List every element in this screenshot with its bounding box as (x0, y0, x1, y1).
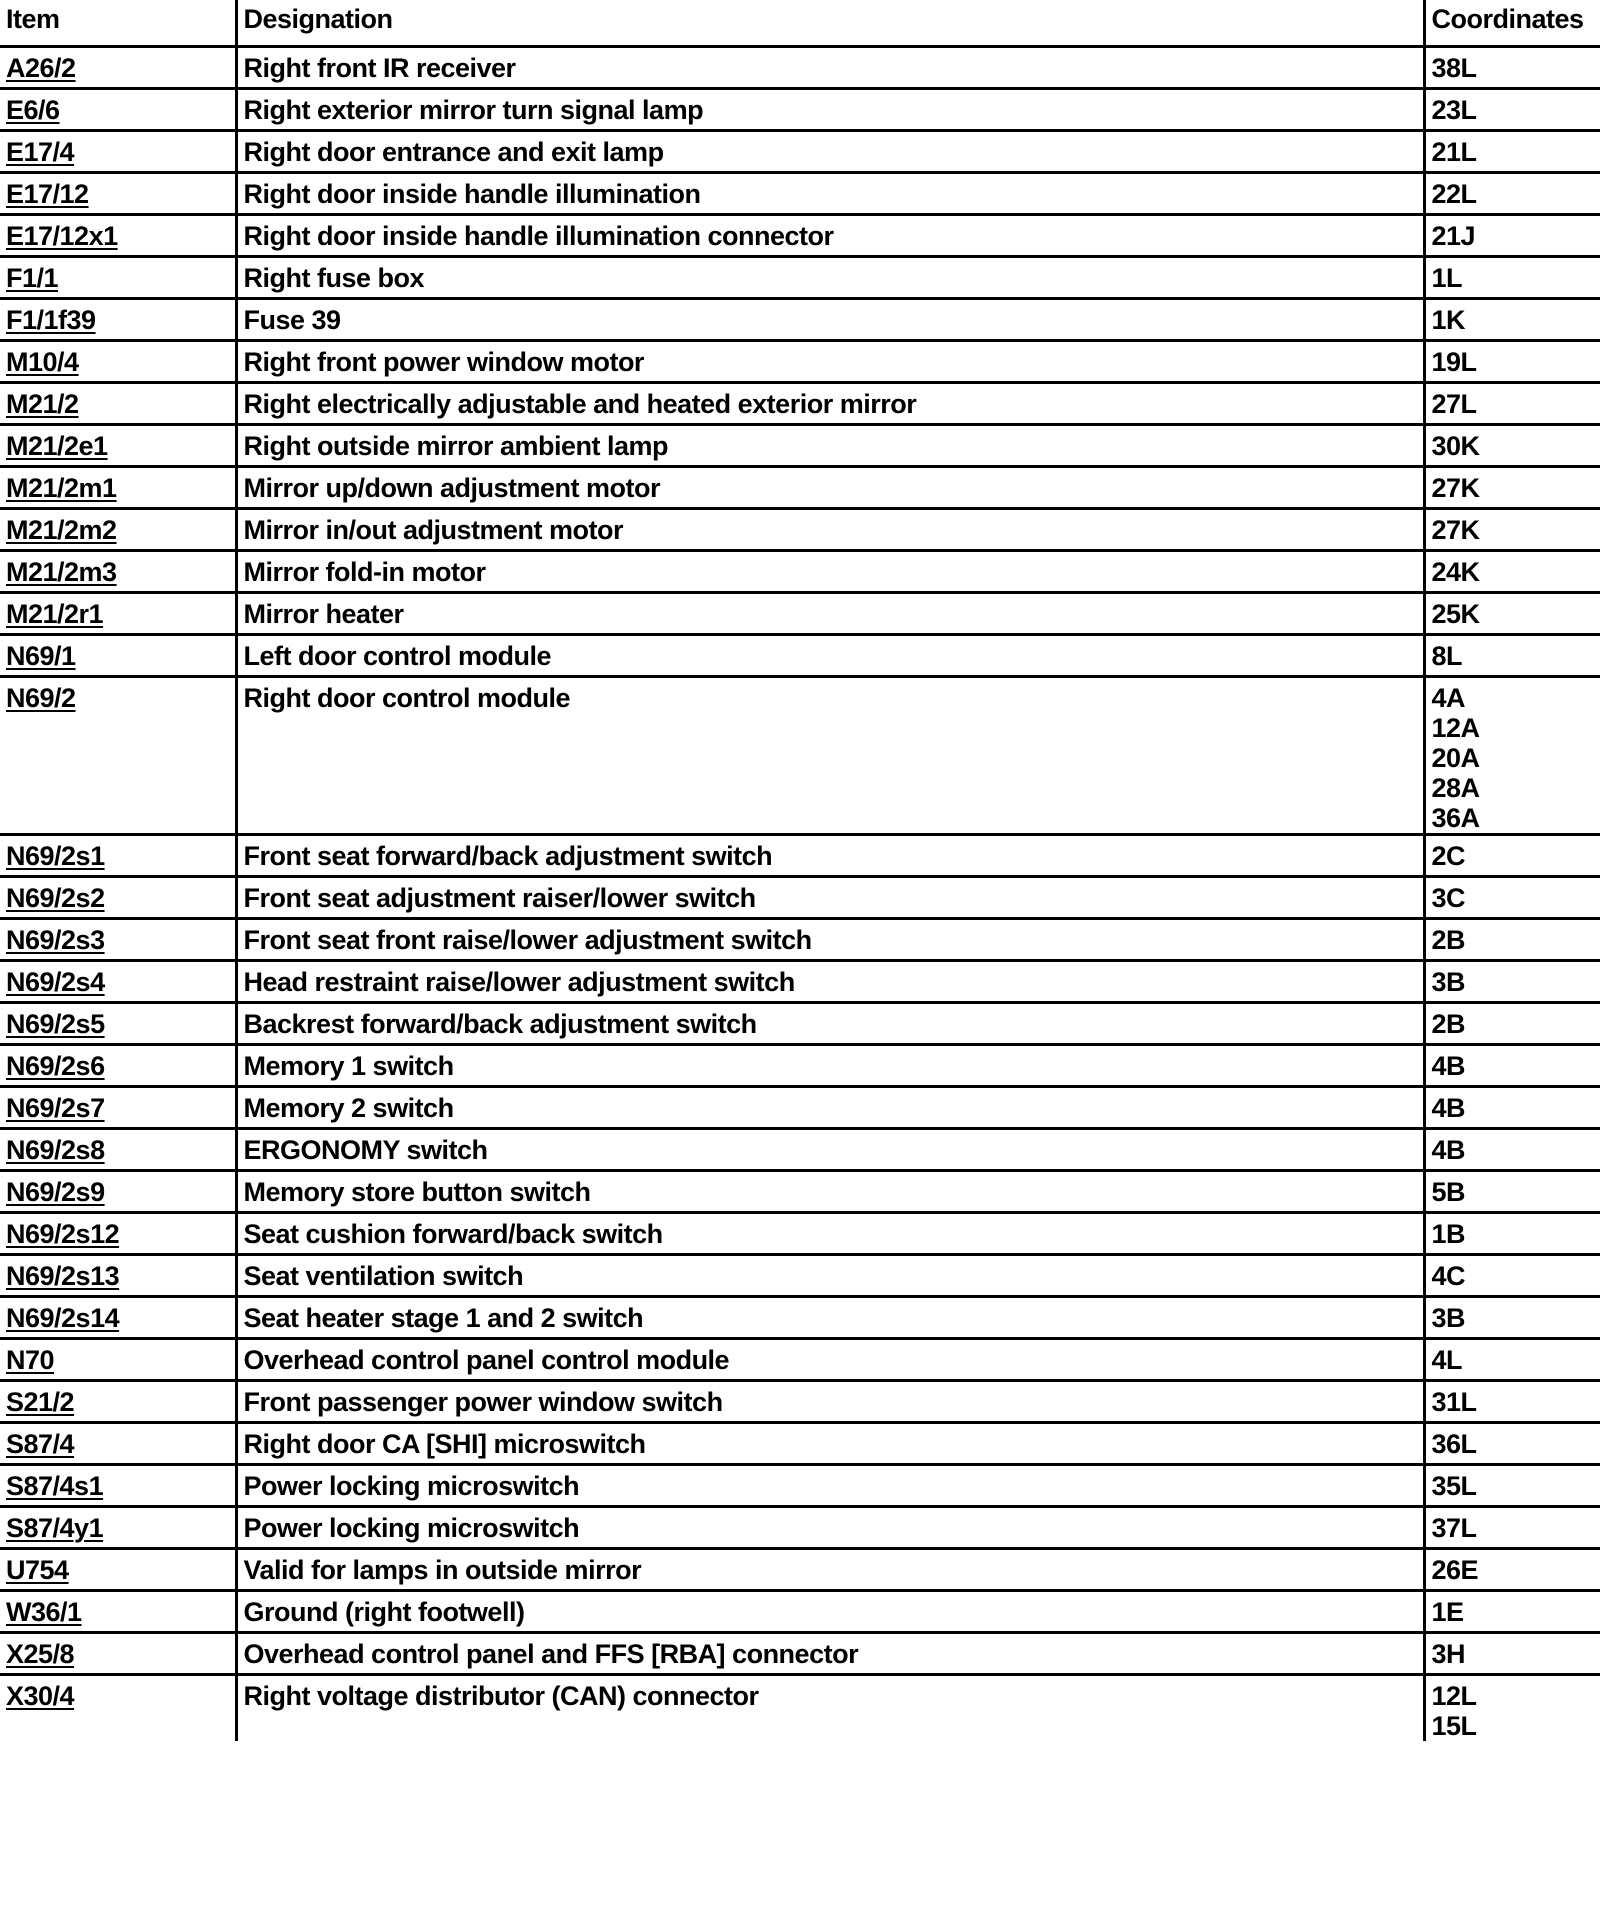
item-cell (0, 256, 236, 298)
designation-cell: Backrest forward/back adjustment switch (236, 1002, 1424, 1044)
item-cell (0, 1338, 236, 1380)
coordinates-cell (1424, 1086, 1600, 1128)
item-link[interactable]: S87/4s1 (6, 1470, 104, 1501)
designation-cell: Valid for lamps in outside mirror (236, 1548, 1424, 1590)
designation-cell: Right door CA [SHI] microswitch (236, 1422, 1424, 1464)
item-link[interactable]: N69/2s3 (6, 924, 105, 955)
item-cell (0, 960, 236, 1002)
table-row (0, 424, 1600, 466)
coordinates-cell (1424, 298, 1600, 340)
coordinate-value: 31L (1431, 1386, 1477, 1417)
table-row (0, 214, 1600, 256)
item-cell (0, 834, 236, 876)
coordinate-value: 27K (1431, 472, 1480, 503)
coordinate-value: 23L (1431, 94, 1477, 125)
designation-cell: Overhead control panel control module (236, 1338, 1424, 1380)
item-cell (0, 1086, 236, 1128)
item-link[interactable]: F1/1f39 (6, 304, 96, 335)
coordinates-cell (1424, 214, 1600, 256)
coordinates-cell (1424, 1170, 1600, 1212)
coordinate-value: 21L (1431, 136, 1477, 167)
coordinate-value: 4B (1431, 1050, 1466, 1081)
item-cell (0, 1170, 236, 1212)
designation-cell: Right door inside handle illumination (236, 172, 1424, 214)
coordinate-value: 4B (1431, 1092, 1466, 1123)
coordinates-cell (1424, 834, 1600, 876)
coordinate-value: 28A (1431, 772, 1480, 803)
item-cell (0, 1044, 236, 1086)
item-cell (0, 1296, 236, 1338)
table-row (0, 340, 1600, 382)
table-row (0, 1128, 1600, 1170)
designation-cell: Mirror up/down adjustment motor (236, 466, 1424, 508)
item-link[interactable]: W36/1 (6, 1596, 82, 1627)
item-cell (0, 1674, 236, 1741)
item-cell (0, 46, 236, 88)
coordinates-cell (1424, 1044, 1600, 1086)
coordinate-value: 37L (1431, 1512, 1477, 1543)
designation-cell: Right electrically adjustable and heated exterior mirror (236, 382, 1424, 424)
item-link[interactable]: E17/12x1 (6, 220, 118, 251)
coordinates-cell (1424, 1338, 1600, 1380)
table-row (0, 1590, 1600, 1632)
coordinate-value: 2B (1431, 1008, 1466, 1039)
designation-cell: Ground (right footwell) (236, 1590, 1424, 1632)
table-row (0, 130, 1600, 172)
table-row (0, 1002, 1600, 1044)
table-row (0, 676, 1600, 834)
designation-cell: Front seat adjustment raiser/lower switch (236, 876, 1424, 918)
table-row (0, 592, 1600, 634)
item-cell (0, 298, 236, 340)
coordinates-cell (1424, 88, 1600, 130)
coordinates-cell (1424, 1212, 1600, 1254)
table-row (0, 1380, 1600, 1422)
header-designation: Designation (236, 0, 1424, 46)
designation-cell: Right fuse box (236, 256, 1424, 298)
table-body (0, 46, 1600, 1741)
coordinate-value: 24K (1431, 556, 1480, 587)
item-link[interactable]: E6/6 (6, 94, 60, 125)
coordinates-cell (1424, 1380, 1600, 1422)
item-link[interactable]: N69/2s1 (6, 840, 105, 871)
designation-cell: Memory 2 switch (236, 1086, 1424, 1128)
item-cell (0, 172, 236, 214)
item-link[interactable]: F1/1 (6, 262, 59, 293)
item-cell (0, 508, 236, 550)
coordinate-value: 3H (1431, 1638, 1466, 1669)
item-link[interactable]: M10/4 (6, 346, 79, 377)
designation-cell: Mirror fold-in motor (236, 550, 1424, 592)
table-row (0, 46, 1600, 88)
item-cell (0, 466, 236, 508)
coordinate-value: 1B (1431, 1218, 1466, 1249)
item-cell (0, 676, 236, 834)
item-link[interactable]: S87/4 (6, 1428, 75, 1459)
coordinates-cell (1424, 466, 1600, 508)
item-cell (0, 876, 236, 918)
item-link[interactable]: N69/2s6 (6, 1050, 105, 1081)
coordinate-value: 3B (1431, 966, 1466, 997)
coordinates-cell (1424, 46, 1600, 88)
coordinate-value: 3C (1431, 882, 1466, 913)
designation-cell: Fuse 39 (236, 298, 1424, 340)
table-row (0, 550, 1600, 592)
designation-cell: Power locking microswitch (236, 1506, 1424, 1548)
item-link[interactable]: N69/2s2 (6, 882, 105, 913)
item-link[interactable]: S87/4y1 (6, 1512, 104, 1543)
coordinate-value: 20A (1431, 742, 1480, 773)
coordinate-value: 1L (1431, 262, 1463, 293)
coordinates-cell (1424, 876, 1600, 918)
coordinate-value: 36A (1431, 802, 1480, 833)
item-cell (0, 88, 236, 130)
table-row (0, 1632, 1600, 1674)
item-cell (0, 130, 236, 172)
coordinate-value: 30K (1431, 430, 1480, 461)
item-link[interactable]: M21/2m2 (6, 514, 117, 545)
coordinate-value: 15L (1431, 1710, 1477, 1741)
designation-cell: Right exterior mirror turn signal lamp (236, 88, 1424, 130)
item-cell (0, 592, 236, 634)
designation-cell: ERGONOMY switch (236, 1128, 1424, 1170)
coordinates-cell (1424, 1590, 1600, 1632)
item-link[interactable]: N69/2s4 (6, 966, 105, 997)
coordinate-value: 2B (1431, 924, 1466, 955)
item-link[interactable]: N69/2s8 (6, 1134, 105, 1165)
coordinates-cell (1424, 1548, 1600, 1590)
coordinates-cell (1424, 130, 1600, 172)
designation-cell: Front seat forward/back adjustment switch (236, 834, 1424, 876)
coordinates-cell (1424, 424, 1600, 466)
item-link[interactable]: N69/2s5 (6, 1008, 105, 1039)
item-link[interactable]: N69/2s9 (6, 1176, 105, 1207)
table-row (0, 1254, 1600, 1296)
item-cell (0, 550, 236, 592)
designation-cell: Right front IR receiver (236, 46, 1424, 88)
item-link[interactable]: N69/2s14 (6, 1302, 120, 1333)
item-cell (0, 1422, 236, 1464)
table-row (0, 1044, 1600, 1086)
coordinate-value: 21J (1431, 220, 1476, 251)
item-cell (0, 1590, 236, 1632)
coordinate-value: 3B (1431, 1302, 1466, 1333)
designation-cell: Seat cushion forward/back switch (236, 1212, 1424, 1254)
header-item: Item (0, 0, 236, 46)
designation-cell: Right outside mirror ambient lamp (236, 424, 1424, 466)
table-row (0, 508, 1600, 550)
item-link[interactable]: S21/2 (6, 1386, 75, 1417)
table-row (0, 1422, 1600, 1464)
coordinates-cell (1424, 1506, 1600, 1548)
coordinate-value: 4B (1431, 1134, 1466, 1165)
item-link[interactable]: N69/2 (6, 682, 76, 713)
item-cell (0, 918, 236, 960)
table-row (0, 960, 1600, 1002)
coordinate-value: 22L (1431, 178, 1477, 209)
coordinates-cell (1424, 1128, 1600, 1170)
item-cell (0, 1548, 236, 1590)
item-link[interactable]: M21/2 (6, 388, 79, 419)
item-link[interactable]: M21/2m3 (6, 556, 117, 587)
designation-cell: Left door control module (236, 634, 1424, 676)
coordinates-cell (1424, 676, 1600, 834)
designation-cell: Right door inside handle illumination connector (236, 214, 1424, 256)
coordinates-cell (1424, 1674, 1600, 1741)
coordinates-cell (1424, 508, 1600, 550)
designation-cell: Memory store button switch (236, 1170, 1424, 1212)
coordinate-value: 5B (1431, 1176, 1466, 1207)
table-row (0, 1464, 1600, 1506)
item-link[interactable]: M21/2m1 (6, 472, 117, 503)
table-row (0, 466, 1600, 508)
item-link[interactable]: N69/2s7 (6, 1092, 105, 1123)
coordinates-cell (1424, 1632, 1600, 1674)
item-cell (0, 1632, 236, 1674)
coordinates-cell (1424, 340, 1600, 382)
table-row (0, 1338, 1600, 1380)
coordinate-value: 4L (1431, 1344, 1463, 1375)
coordinate-value: 36L (1431, 1428, 1477, 1459)
designation-cell: Overhead control panel and FFS [RBA] connector (236, 1632, 1424, 1674)
coordinate-value: 2C (1431, 840, 1466, 871)
table-row (0, 382, 1600, 424)
coordinate-value: 8L (1431, 640, 1463, 671)
coordinates-cell (1424, 592, 1600, 634)
table-row (0, 256, 1600, 298)
item-link[interactable]: E17/12 (6, 178, 89, 209)
header-coordinates: Coordinates (1424, 0, 1600, 46)
designation-cell: Right front power window motor (236, 340, 1424, 382)
coordinates-cell (1424, 960, 1600, 1002)
item-link[interactable]: N69/2s13 (6, 1260, 120, 1291)
coordinates-cell (1424, 172, 1600, 214)
item-cell (0, 214, 236, 256)
item-link[interactable]: N70 (6, 1344, 55, 1375)
coordinate-value: 4A (1431, 682, 1466, 713)
designation-cell: Head restraint raise/lower adjustment switch (236, 960, 1424, 1002)
item-cell (0, 1254, 236, 1296)
coordinates-cell (1424, 1296, 1600, 1338)
designation-cell: Front passenger power window switch (236, 1380, 1424, 1422)
table-row (0, 1506, 1600, 1548)
table-row (0, 1674, 1600, 1741)
designation-cell: Power locking microswitch (236, 1464, 1424, 1506)
item-cell (0, 1002, 236, 1044)
table-header-row (0, 0, 1600, 46)
table-row (0, 172, 1600, 214)
table-row (0, 1086, 1600, 1128)
designation-cell: Seat ventilation switch (236, 1254, 1424, 1296)
item-cell (0, 1212, 236, 1254)
table-row (0, 1170, 1600, 1212)
table-row (0, 1548, 1600, 1590)
coordinates-cell (1424, 1464, 1600, 1506)
designation-cell: Seat heater stage 1 and 2 switch (236, 1296, 1424, 1338)
coordinates-cell (1424, 918, 1600, 960)
designation-cell: Mirror heater (236, 592, 1424, 634)
coordinates-cell (1424, 256, 1600, 298)
coordinates-cell (1424, 1002, 1600, 1044)
item-cell (0, 1380, 236, 1422)
coordinates-cell (1424, 1254, 1600, 1296)
coordinate-value: 27K (1431, 514, 1480, 545)
table-row (0, 834, 1600, 876)
coordinate-value: 19L (1431, 346, 1477, 377)
item-cell (0, 1464, 236, 1506)
coordinates-cell (1424, 634, 1600, 676)
designation-cell: Right door entrance and exit lamp (236, 130, 1424, 172)
item-cell (0, 340, 236, 382)
table-row (0, 1296, 1600, 1338)
designation-cell: Memory 1 switch (236, 1044, 1424, 1086)
designation-cell: Front seat front raise/lower adjustment switch (236, 918, 1424, 960)
designation-cell: Right door control module (236, 676, 1424, 834)
item-link[interactable]: N69/1 (6, 640, 76, 671)
item-cell (0, 382, 236, 424)
item-link[interactable]: A26/2 (6, 52, 76, 83)
item-link[interactable]: E17/4 (6, 136, 75, 167)
coordinate-value: 27L (1431, 388, 1477, 419)
coordinate-value: 25K (1431, 598, 1480, 629)
table-row (0, 298, 1600, 340)
table-row (0, 88, 1600, 130)
coordinate-value: 1E (1431, 1596, 1464, 1627)
item-cell (0, 1506, 236, 1548)
item-cell (0, 424, 236, 466)
coordinate-value: 1K (1431, 304, 1466, 335)
table-row (0, 1212, 1600, 1254)
item-cell (0, 634, 236, 676)
coordinate-value: 26E (1431, 1554, 1479, 1585)
item-cell (0, 1128, 236, 1170)
item-link[interactable]: X30/4 (6, 1680, 75, 1711)
designation-cell: Right voltage distributor (CAN) connector (236, 1674, 1424, 1741)
coordinates-cell (1424, 382, 1600, 424)
table-row (0, 634, 1600, 676)
coordinates-cell (1424, 550, 1600, 592)
coordinate-value: 35L (1431, 1470, 1477, 1501)
item-link[interactable]: M21/2e1 (6, 430, 108, 461)
item-link[interactable]: U754 (6, 1554, 69, 1585)
coordinate-value: 12L (1431, 1680, 1477, 1711)
item-link[interactable]: M21/2r1 (6, 598, 104, 629)
coordinate-value: 4C (1431, 1260, 1466, 1291)
table-row (0, 918, 1600, 960)
item-link[interactable]: N69/2s12 (6, 1218, 120, 1249)
table-row (0, 876, 1600, 918)
coordinate-value: 38L (1431, 52, 1477, 83)
coordinates-cell (1424, 1422, 1600, 1464)
coordinate-value: 12A (1431, 712, 1480, 743)
designation-cell: Mirror in/out adjustment motor (236, 508, 1424, 550)
item-link[interactable]: X25/8 (6, 1638, 75, 1669)
